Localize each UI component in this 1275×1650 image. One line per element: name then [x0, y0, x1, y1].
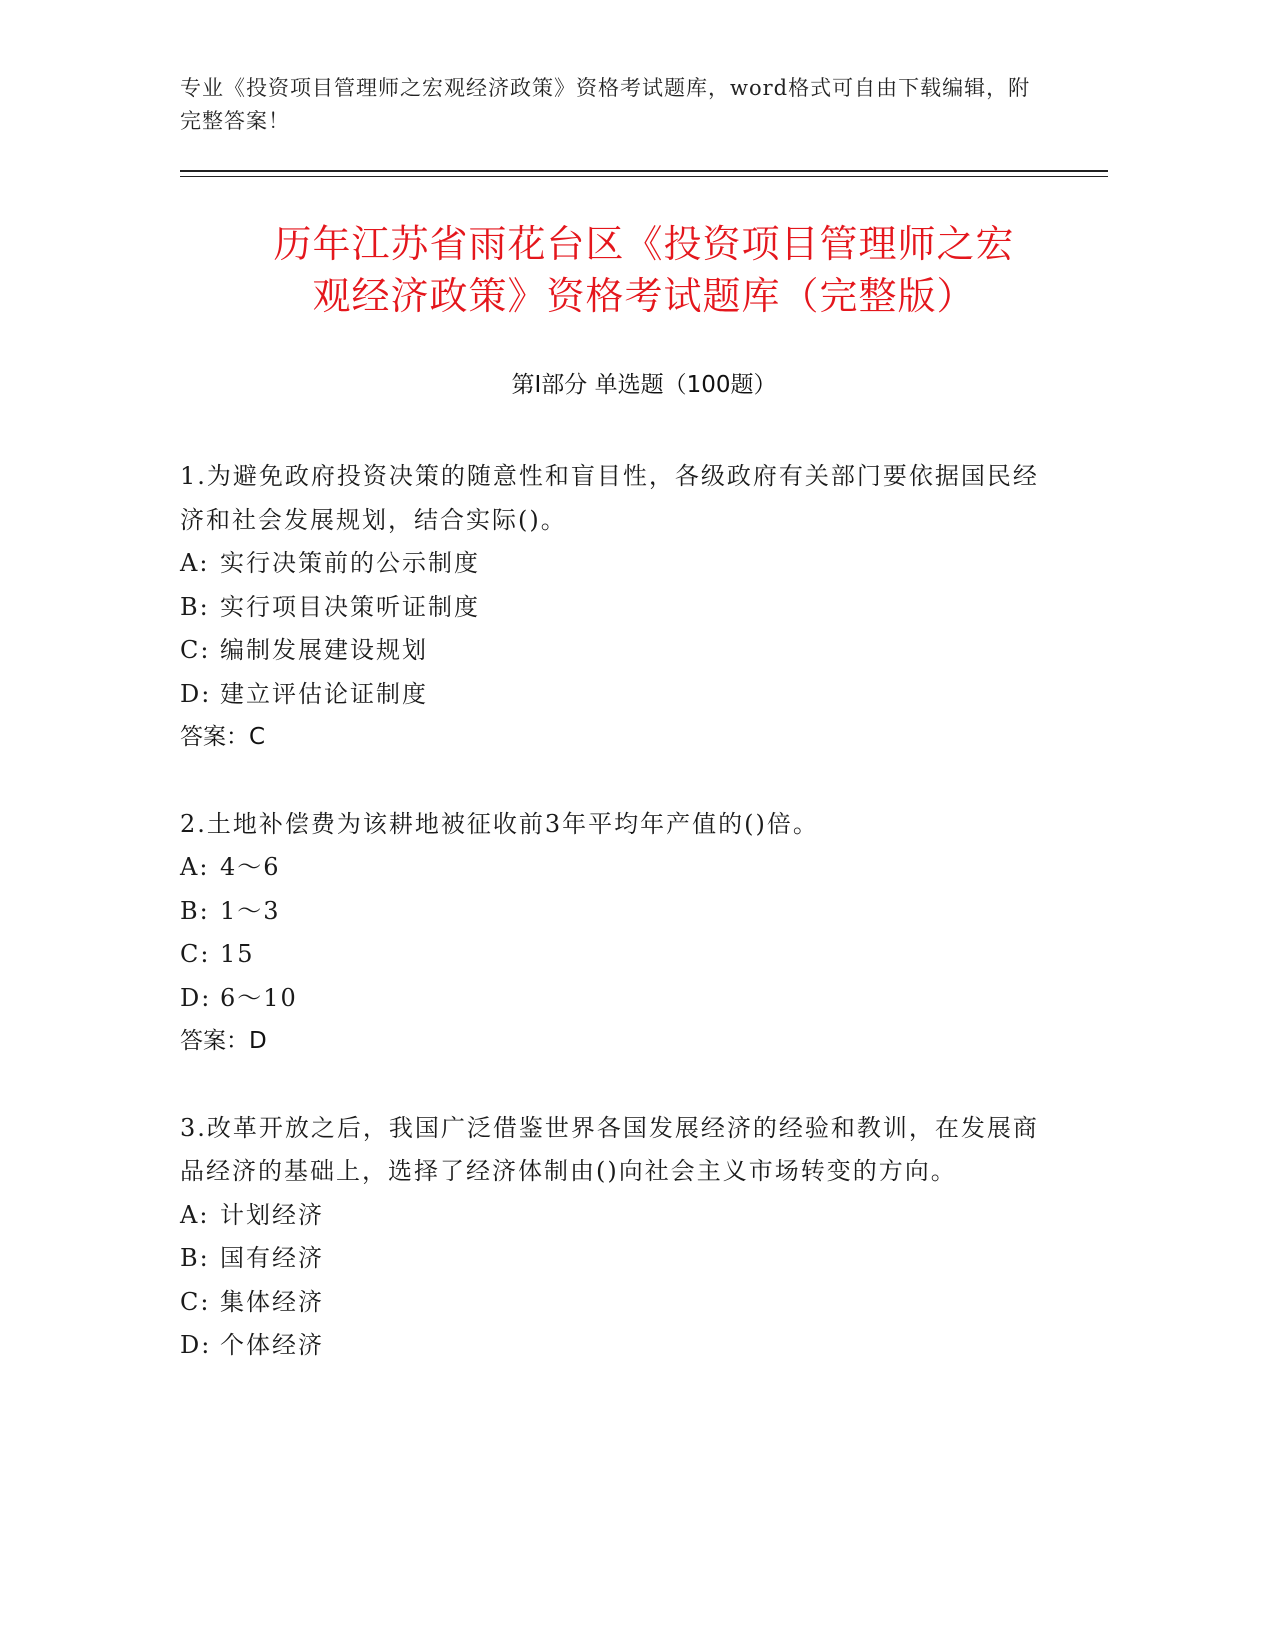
document-title	[180, 218, 1108, 322]
option-letter: D:	[180, 1331, 212, 1359]
option-letter: D:	[180, 983, 212, 1012]
option-c	[180, 1281, 1040, 1325]
question-stem: 1.为避免政府投资决策的随意性和盲目性，各级政府有关部门要依据国民经济和社会发展规划，结合实际()。	[180, 462, 1039, 534]
option-d	[180, 673, 1040, 717]
option-a	[180, 846, 1040, 890]
option-text: 集体经济	[220, 1287, 324, 1316]
option-letter: A:	[180, 549, 210, 577]
option-letter: B:	[180, 896, 210, 925]
option-b	[180, 586, 1040, 630]
option-text: 4～6	[220, 853, 281, 881]
question-list	[180, 455, 1040, 1411]
answer-label: 答案：D	[180, 1028, 267, 1054]
option-letter: D:	[180, 679, 212, 708]
option-c	[180, 933, 1040, 977]
option-text: 实行项目决策听证制度	[220, 592, 480, 621]
question-stem: 3.改革开放之后，我国广泛借鉴世界各国发展经济的经验和教训，在发展商品经济的基础上，选择了经济体制由()向社会主义市场转变的方向。	[180, 1113, 1039, 1185]
option-letter: A:	[180, 853, 210, 881]
answer-label: 答案：C	[180, 724, 266, 750]
option-text: 15	[220, 940, 255, 968]
header-rule-thick	[180, 170, 1108, 172]
option-letter: C:	[180, 636, 211, 664]
header-note: 专业《投资项目管理师之宏观经济政策》资格考试题库，word格式可自由下载编辑，附完整答案！	[180, 76, 1031, 133]
option-d	[180, 1324, 1040, 1368]
document-title-line-2: 观经济政策》资格考试题库（完整版）	[312, 274, 976, 318]
option-b	[180, 890, 1040, 934]
question-1	[180, 455, 1040, 760]
question-2	[180, 803, 1040, 1064]
option-letter: B:	[180, 592, 210, 621]
option-c	[180, 629, 1040, 673]
option-text: 国有经济	[220, 1244, 324, 1272]
question-stem: 2.土地补偿费为该耕地被征收前3年平均年产值的()倍。	[180, 809, 819, 838]
option-letter: C:	[180, 940, 211, 968]
option-a	[180, 542, 1040, 586]
option-letter: A:	[180, 1200, 210, 1229]
option-text: 1～3	[220, 896, 281, 925]
option-text: 计划经济	[220, 1200, 324, 1229]
option-letter: C:	[180, 1287, 211, 1316]
question-3	[180, 1107, 1040, 1368]
option-text: 实行决策前的公示制度	[220, 549, 480, 577]
option-d	[180, 977, 1040, 1021]
option-text: 编制发展建设规划	[220, 636, 428, 664]
header-rule-thin	[180, 176, 1108, 177]
option-text: 个体经济	[220, 1331, 324, 1359]
option-a	[180, 1194, 1040, 1238]
section-heading: 第Ⅰ部分 单选题（100题）	[511, 372, 777, 398]
option-letter: B:	[180, 1244, 210, 1272]
document-title-line-1: 历年江苏省雨花台区《投资项目管理师之宏	[273, 222, 1015, 266]
option-b	[180, 1237, 1040, 1281]
option-text: 建立评估论证制度	[220, 679, 428, 708]
option-text: 6～10	[220, 983, 298, 1012]
